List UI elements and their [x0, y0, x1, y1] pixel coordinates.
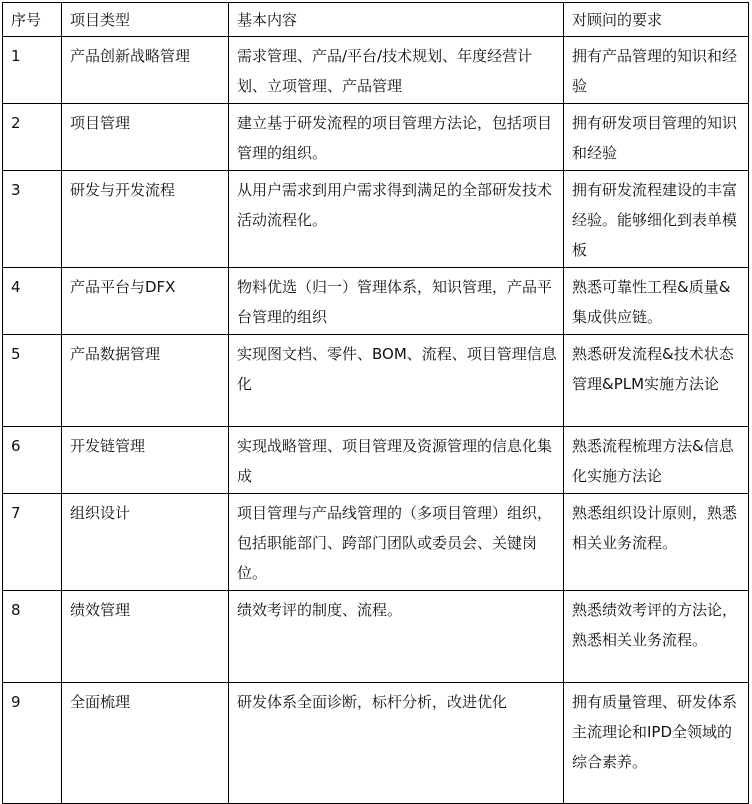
- basic-content: 绩效考评的制度、流程。: [229, 591, 564, 683]
- project-type: 产品平台与DFX: [62, 268, 229, 335]
- basic-content: 项目管理与产品线管理的（多项目管理）组织，包括职能部门、跨部门团队或委员会、关键岗位。: [229, 494, 564, 591]
- table-row: [3, 104, 749, 171]
- consultant-requirement: 熟悉组织设计原则，熟悉相关业务流程。: [564, 494, 749, 591]
- row-number: 8: [3, 591, 62, 683]
- basic-content: 从用户需求到用户需求得到满足的全部研发技术活动流程化。: [229, 171, 564, 268]
- basic-content: 实现图文档、零件、BOM、流程、项目管理信息化: [229, 335, 564, 427]
- header-requirement: 对顾问的要求: [564, 3, 749, 37]
- table-row: [3, 268, 749, 335]
- row-number: 3: [3, 171, 62, 268]
- basic-content: 物料优选（归一）管理体系，知识管理，产品平台管理的组织: [229, 268, 564, 335]
- project-type: 绩效管理: [62, 591, 229, 683]
- table-row: [3, 335, 749, 427]
- project-type: 项目管理: [62, 104, 229, 171]
- table-row: [3, 171, 749, 268]
- project-type: 产品创新战略管理: [62, 37, 229, 104]
- row-number: 5: [3, 335, 62, 427]
- project-type: 产品数据管理: [62, 335, 229, 427]
- basic-content: 需求管理、产品/平台/技术规划、年度经营计划、立项管理、产品管理: [229, 37, 564, 104]
- consultant-requirement: 拥有研发流程建设的丰富经验。能够细化到表单模板: [564, 171, 749, 268]
- table-row: [3, 683, 749, 804]
- basic-content: 研发体系全面诊断，标杆分析，改进优化: [229, 683, 564, 804]
- basic-content: 实现战略管理、项目管理及资源管理的信息化集成: [229, 427, 564, 494]
- project-type: 研发与开发流程: [62, 171, 229, 268]
- table-row: [3, 37, 749, 104]
- consultant-requirement: 熟悉可靠性工程&质量&集成供应链。: [564, 268, 749, 335]
- table-row: [3, 427, 749, 494]
- table-header-row: [3, 3, 749, 37]
- project-type: 组织设计: [62, 494, 229, 591]
- consulting-table: [2, 2, 749, 804]
- row-number: 7: [3, 494, 62, 591]
- header-type: 项目类型: [62, 3, 229, 37]
- basic-content: 建立基于研发流程的项目管理方法论，包括项目管理的组织。: [229, 104, 564, 171]
- row-number: 9: [3, 683, 62, 804]
- row-number: 1: [3, 37, 62, 104]
- consultant-requirement: 拥有质量管理、研发体系主流理论和IPD全领域的综合素养。: [564, 683, 749, 804]
- row-number: 2: [3, 104, 62, 171]
- consultant-requirement: 熟悉流程梳理方法&信息化实施方法论: [564, 427, 749, 494]
- header-no: 序号: [3, 3, 62, 37]
- project-type: 全面梳理: [62, 683, 229, 804]
- row-number: 4: [3, 268, 62, 335]
- table-row: [3, 591, 749, 683]
- consultant-requirement: 熟悉绩效考评的方法论，熟悉相关业务流程。: [564, 591, 749, 683]
- row-number: 6: [3, 427, 62, 494]
- table-row: [3, 494, 749, 591]
- consultant-requirement: 熟悉研发流程&技术状态管理&PLM实施方法论: [564, 335, 749, 427]
- consultant-requirement: 拥有研发项目管理的知识和经验: [564, 104, 749, 171]
- project-type: 开发链管理: [62, 427, 229, 494]
- consultant-requirement: 拥有产品管理的知识和经验: [564, 37, 749, 104]
- header-content: 基本内容: [229, 3, 564, 37]
